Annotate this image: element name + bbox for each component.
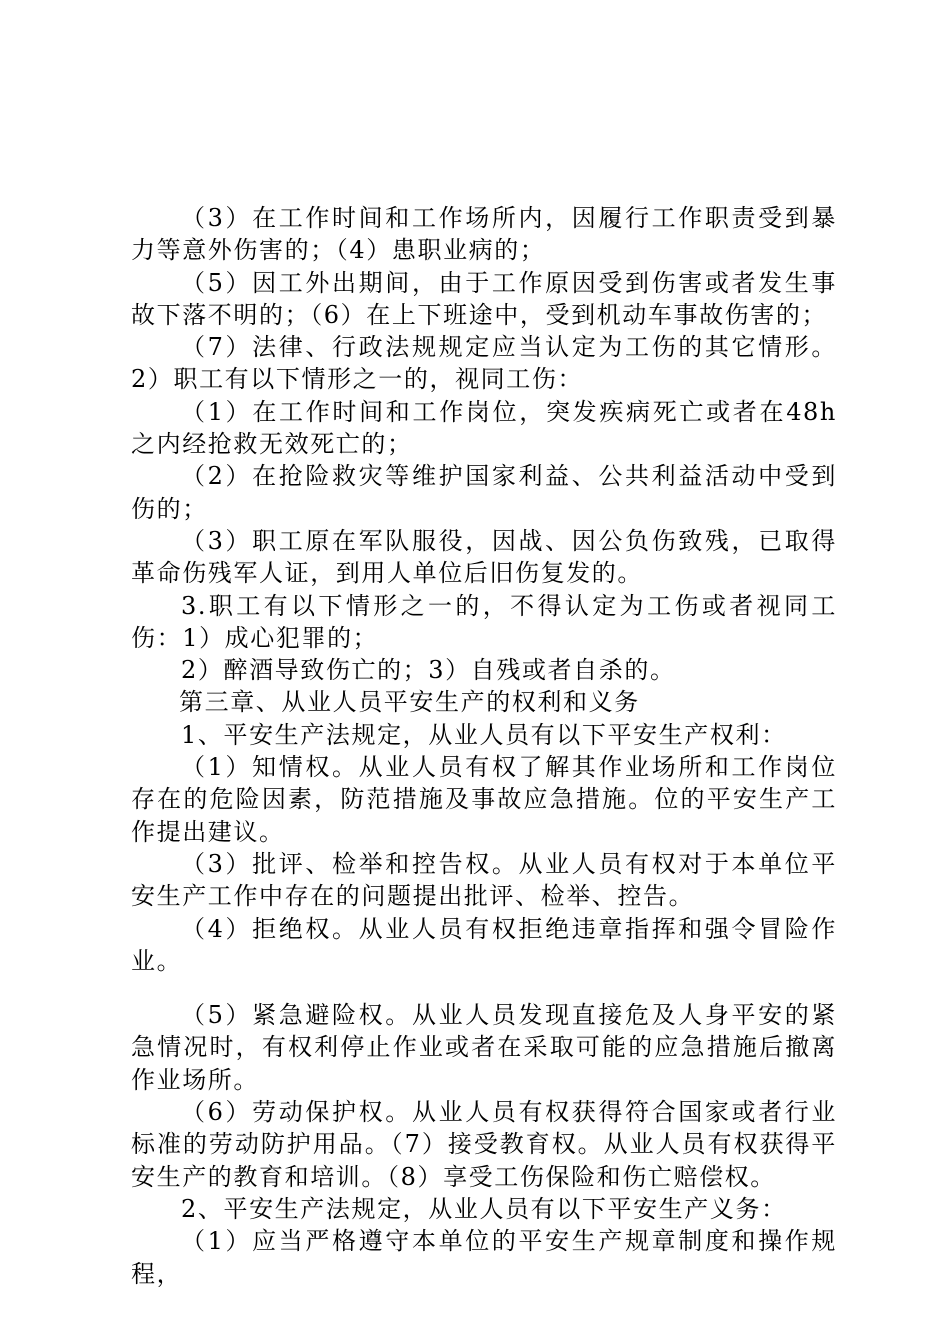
paragraph-right-to-know: （1）知情权。从业人员有权了解其作业场所和工作岗位存在的危险因素，防范措施及事故应急措施。位的平安生产工作提出建议。: [131, 753, 837, 846]
paragraph-injury-violence: （3）在工作时间和工作场所内，因履行工作职责受到暴力等意外伤害的；（4）患职业病的；: [131, 204, 837, 265]
paragraph-duties-intro: 2、平安生产法规定，从业人员有以下平安生产义务：: [181, 1194, 787, 1223]
paragraph-right-to-protection: （6）劳动保护权。从业人员有权获得符合国家或者行业标准的劳动防护用品。（7）接受教育权。从业人员有权获得平安生产的教育和培训。（8）享受工伤保险和伤亡赔偿权。: [131, 1098, 837, 1191]
paragraph-rights-intro: 1、平安生产法规定，从业人员有以下平安生产权利：: [181, 720, 787, 749]
paragraph-deemed-rescue: （2）在抢险救灾等维护国家利益、公共利益活动中受到伤的；: [131, 462, 837, 523]
chapter-heading: 第三章、从业人员平安生产的权利和义务: [179, 688, 640, 717]
paragraph-not-injury-cont: 2）醉酒导致伤亡的；3）自残或者自杀的。: [181, 656, 676, 685]
paragraph-injury-travel: （5）因工外出期间，由于工作原因受到伤害或者发生事故下落不明的；（6）在上下班途中，受到机动车事故伤害的；: [131, 268, 837, 329]
paragraph-right-to-evacuate: （5）紧急避险权。从业人员发现直接危及人身平安的紧急情况时，有权利停止作业或者在采取可能的应急措施后撤离作业场所。: [131, 1001, 837, 1094]
paragraph-deemed-military: （3）职工原在军队服役，因战、因公负伤致残，已取得革命伤残军人证，到用人单位后旧伤复发的。: [131, 526, 837, 588]
paragraph-injury-other: （7）法律、行政法规规定应当认定为工伤的其它情形。2）职工有以下情形之一的，视同工伤：: [131, 333, 837, 394]
document-body: [131, 202, 837, 1290]
paragraph-right-to-criticize: （3）批评、检举和控告权。从业人员有权对于本单位平安生产工作中存在的问题提出批评、检举、控告。: [131, 849, 837, 911]
paragraph-deemed-sudden-death: （1）在工作时间和工作岗位，突发疾病死亡或者在48h之内经抢救无效死亡的；: [131, 397, 837, 459]
paragraph-duty-comply: （1）应当严格遵守本单位的平安生产规章制度和操作规程，: [131, 1227, 837, 1288]
paragraph-right-to-refuse: （4）拒绝权。从业人员有权拒绝违章指挥和强令冒险作业。: [131, 914, 837, 975]
paragraph-not-injury: 3.职工有以下情形之一的，不得认定为工伤或者视同工伤：1）成心犯罪的；: [131, 591, 837, 652]
